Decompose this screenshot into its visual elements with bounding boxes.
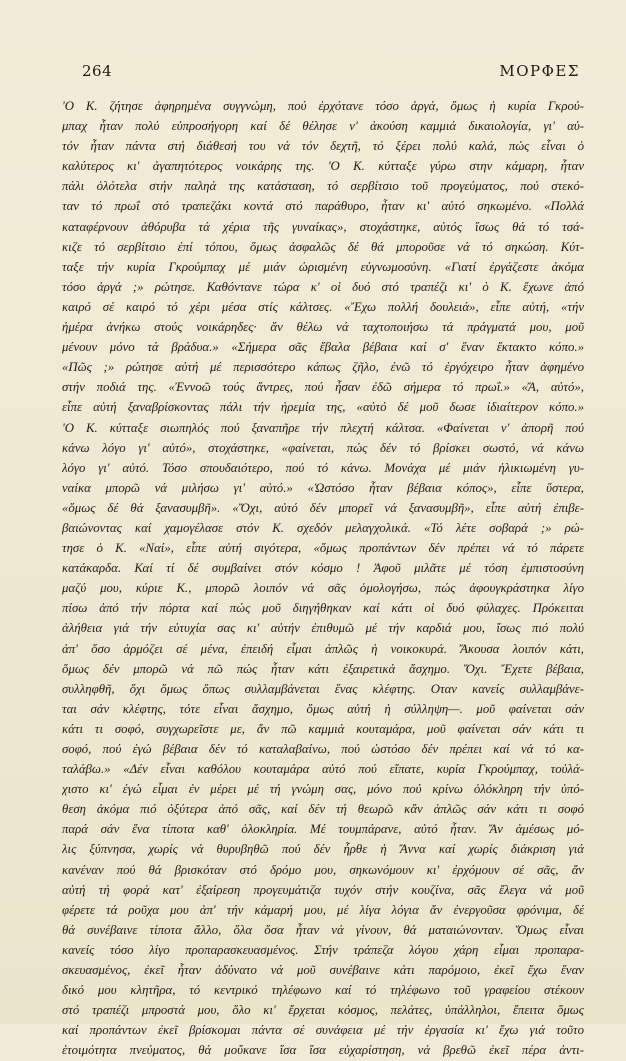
text-line: αὐτή τή φορά κατ' ἐξαίρεση προγευμάτιζα τυχόν στήν κουζίνα, σᾶς ἔλεγα νά μοῦ: [62, 882, 584, 897]
text-line: πάλι ὁλότελα στήν παληά της κατάσταση, τό σερβίτσιο τοῦ προγεύματος, πού στεκό-: [62, 179, 584, 194]
running-title: ΜΟΡΦΕΣ: [499, 62, 580, 80]
text-line: ἑτοιμότητα πνεύματος, θά μοὔκανε ἴσα ἴσα εὐχαρίστηση, νά βρεθῶ ἐκεῖ πέρα ἀντι-: [62, 1043, 584, 1058]
text-line: μαζύ μου, κύριε Κ., μπορῶ λοιπόν νά σᾶς ὁμολογήσω, πώς ἀφουγκράστηκα λίγο: [62, 581, 584, 596]
text-line: ὅμως δέν μπορῶ νά πῶ πώς ἦταν κάτι ἐξαιρετικά ἄσχημο. Ὄχι. Ἔχετε βέβαια,: [62, 661, 584, 676]
text-line: πίσω ἀπό τήν πόρτα καί πώς μοῦ διηγήθηκαν καί κάτι οἱ δυό φύλαχες. Πρόκειται: [62, 601, 584, 616]
text-line: «ὅμως δέ θά ξανασυμβῆ». «Ὄχι, αὐτό δέν μπορεῖ νά ξανασυμβῆ», εἶπε αὐτή ἐπιβε-: [62, 500, 584, 515]
text-line: ναίκα μπορῶ νά μιλήσω γι' αὐτό.» «Ὡστόσο ἦταν βέβαια κόπος», εἶπε ὕστερα,: [62, 480, 584, 495]
text-line: δικό μου κλητῆρα, τό κεντρικό τηλέφωνο καί τό τηλέφωνο τοῦ γραφείου στέκουν: [62, 983, 584, 998]
text-line: φέρετε τά ροῦχα μου ἀπ' τήν κάμαρή μου, μέ λίγα λόγια ἄν ἐνεργοῦσα φρόνιμα, δέ: [62, 902, 584, 917]
text-line: ταλάβω.» «Δέν εἶναι καθόλου κουταμάρα αὐτό πού εἴπατε, κυρία Γκρούμπαχ, τοὐλά-: [62, 762, 584, 777]
text-line: ταν τό πρωΐ στό τραπεζάκι κοντά στό παράθυρο, ἦταν κι' αὐτό σηκωμένο. «Πολλά: [62, 199, 584, 214]
text-line: «Πῶς ;» ρώτησε αὐτή μέ περισσότερο κάπως ζῆλο, ἐνῶ τό ἐργόχειρο ἦταν ἀφημένο: [62, 360, 584, 375]
text-line: κιζε τό σερβίτσιο ἐπί τόπου, ὅμως ἀσφαλῶς δέ θά μποροῦσε νά τό σηκώση. Κύτ-: [62, 239, 584, 254]
text-line: στό τραπέζι μπροστά μου, ὅλο κι' ἔρχεται κόσμος, πελάτες, ὑπάλληλοι, ἔπειτα ὅμως: [62, 1003, 584, 1018]
text-line: τόν ἦταν πάντα στή διάθεσή του νά τόν δεχτῆ, τό ξέρει πολύ καλά, πώς εἶναι ὁ: [62, 139, 584, 154]
text-line: τόσο ἀργά ;» ρώτησε. Καθόντανε τώρα κ' οἱ δυό στό τραπέζι κι' ὁ Κ. ἔχωνε ἀπό: [62, 279, 584, 294]
text-line: ἀλήθεια γιά τήν εὐτυχία σας κι' αὐτήν ἐπιθυμῶ μέ τήν καρδιά μου, ἴσως πιό πολύ: [62, 621, 584, 636]
text-line: κάνω λόγο γι' αὐτό», στοχάστηκε, «φαίνεται, πώς δέν τό βρίσκει σωστό, νά κάνω: [62, 440, 584, 455]
body-text: [62, 96, 584, 1061]
text-line: σοφό, πού ἐγώ βέβαια δέν τό καταλαβαίνω, πού ὡστόσο δέν πρέπει καί νά τό κα-: [62, 742, 584, 756]
text-line: στήν ποδιά της. «Ἐννοῶ τούς ἄντρες, πού ἦσαν ἐδῶ σήμερα τό πρωΐ.» «Ἄ, αὐτό»,: [62, 380, 584, 395]
text-line: συλληφθῆ, ὄχι ὅμως ὅπως συλλαμβάνεται ἕνας κλέφτης. Οταν κανείς συλλαμβάνε-: [62, 681, 584, 696]
text-line: βαιώνοντας καί χαμογέλασε στόν Κ. σχεδόν μελαγχολικά. «Τό λέτε σοβαρά ;» ρώ-: [62, 520, 584, 535]
page-header: [82, 62, 580, 82]
text-line: καλύτερος κι' ἀγαπητότερος νοικάρης της. 'Ο Κ. κύτταξε γύρω στην κάμαρη, ἦταν: [62, 159, 584, 174]
text-line: ἀπ' ὅσο ἁρμόζει σέ μένα, ἐπειδή εἶμαι ἁπλῶς ἡ νοικοκυρά. Ἄκουσα λοιπόν κάτι,: [62, 641, 584, 656]
text-line: θεση ἀκόμα πιό ὀξύτερα ἀπό σᾶς, καί δέν τή θεωρῶ κἄν ἁπλῶς σάν κάτι τι σοφό: [62, 802, 584, 817]
page-number: 264: [82, 62, 113, 80]
text-line: κανέναν πού θά βρισκόταν στό δρόμο μου, σηκωνόμουν κι' ἐρχόμουν σέ σᾶς, ἄν: [62, 862, 584, 877]
text-line: 'Ο Κ. κύτταξε σιωπηλός πού ξαναπῆρε τήν πλεχτή κάλτσα. «Φαίνεται ν' ἀπορῆ πού: [62, 420, 584, 435]
text-line: ται σάν κλέφτης, τότε εἶναι ἄσχημο, ὅμως αὐτή ἡ σύλληψη—. μοῦ φαίνεται σάν: [62, 701, 584, 716]
text-line: κάτι τι σοφό, συγχωρεῖστε με, ἄν πῶ καμμιά κουταμάρα, μοῦ φαίνεται σάν κάτι τι: [62, 721, 584, 736]
text-line: σκευασμένος, ἐκεῖ ἦταν ἀδύνατο νά μοῦ συνέβαινε κάτι παρόμοιο, ἐκεῖ ἔχω ἕναν: [62, 963, 584, 978]
text-line: θά συνέβαινε τίποτα ἄλλο, ὅλα ὅσα ἦταν νά γίνουν, θά ματαιώνονταν. Ὅμως εἶναι: [62, 922, 584, 937]
text-line: κατάκαρδα. Καί τί δέ συμβαίνει στόν κόσμο ! Ἀφοῦ μιλᾶτε μέ τόση ἐμπιστοσύνη: [62, 561, 584, 576]
text-line: καταφέρνουν ἀθόρυβα τά χέρια τῆς γυναίκας», στοχάστηκε, αὐτός ἴσως θά τό τσά-: [62, 219, 584, 234]
text-line: λις ξύπνησα, χωρίς νά θυρυβηθῶ πού δέν ἦρθε ἡ Ἄννα καί χωρίς διάκριση γιά: [62, 842, 584, 857]
text-line: μπαχ ἦταν πολύ εὐπροσήγορη καί δέ θέλησε ν' ἀκούση καμμιά δικαιολογία, γι' αὐ-: [62, 119, 584, 134]
text-line: κανείς τόσο λίγο προπαρασκευασμένος. Στήν τράπεζα λόγου χάρη εἶμαι προπαρα-: [62, 942, 584, 957]
text-line: καιρό σέ καιρό τό χέρι μέσα στίς κάλτσες. «Ἔχω πολλή δουλειά», εἶπε αὐτή, «τήν: [62, 299, 584, 314]
text-line: 'Ο Κ. ζήτησε ἀφηρημένα συγγνώμη, πού ἐρχότανε τόσο ἀργά, ὅμως ἡ κυρία Γκρού-: [62, 99, 584, 113]
text-line: ταξε τήν κυρία Γκρούμπαχ μέ μιάν ὡρισμένη εὐγνωμοσύνη. «Γιατί ἐργάζεστε ἀκόμα: [62, 259, 584, 274]
text-line: ἡμέρα ἀνήκω στούς νοικάρηδες· ἄν θέλω νά ταχτοποιήσω τά πράγματά μου, μοῦ: [62, 320, 584, 335]
text-line: εἶπε αὐτή ξαναβρίσκοντας πάλι τήν ἠρεμία της, «αὐτό δέ μοῦ δωσε ἰδιαίτερον κόπο.»: [62, 400, 584, 415]
text-line: τησε ὁ Κ. «Ναί», εἶπε αὐτή σιγότερα, «ὅμως προπάντων δέν πρέπει νά τό πάρετε: [62, 541, 584, 556]
text-line: καί προπάντων ἐκεῖ βρίσκομαι πάντα σέ συνάφεια μέ τήν ἐργασία κι' ἔχω γιά τοῦτο: [62, 1023, 584, 1038]
text-line: παρά σάν ἕνα τίποτα καθ' ὁλοκληρία. Μέ τουμπάρανε, αὐτό ἦταν. Ἄν ἀμέσως μό-: [62, 822, 584, 837]
text-line: μένουν μόνο τά βράδυα.» «Σήμερα σᾶς ἔβαλα βέβαια καί σ' ἕναν ἔκτακτο κόπο.»: [62, 340, 584, 355]
text-line: χιστο κι' ἐγώ εἶμαι ἐν μέρει μέ τή γνώμη σας, μόνο πού κρίνω ὁλόκληρη τήν ὑπό-: [62, 782, 584, 797]
text-line: λόγο γι' αὐτό. Τόσο σπουδαιότερο, πού τό κάνω. Μονάχα μέ μιάν ἡλικιωμένη γυ-: [62, 460, 584, 475]
